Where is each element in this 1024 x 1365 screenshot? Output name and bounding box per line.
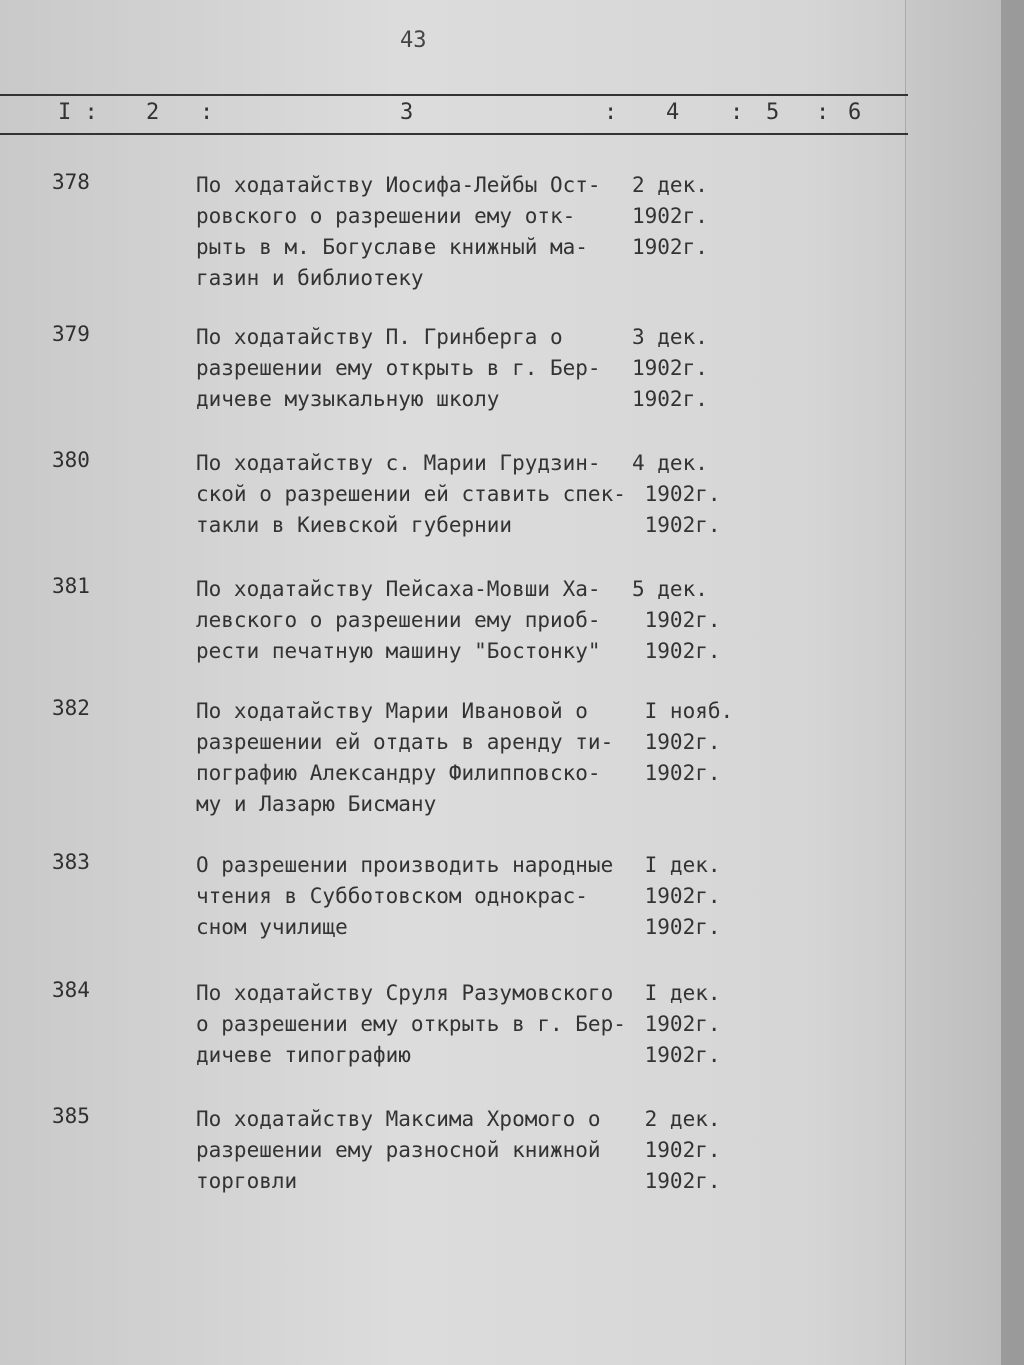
entry-dates: 3 дек. 1902г. 1902г. [632,325,708,411]
column-header-5: 5 [766,100,780,125]
entry-description: По ходатайству с. Марии Грудзин- ской о разрешении ей ставить спек- такли в Киевской губернии [196,451,626,537]
entry-description: По ходатайству Марии Ивановой о разрешении ей отдать в аренду ти- пографию Александру Филипповско- му и Лазарю Бисману [196,699,614,816]
entry-dates: 5 дек. 1902г. 1902г. [632,577,721,663]
header-top-rule [0,94,908,96]
entry-dates: 2 дек. 1902г. 1902г. [644,1107,721,1193]
entry-number: 383 [52,850,90,874]
entry-description: По ходатайству Сруля Разумовского о разрешении ему открыть в г. Бер- дичеве типографию [196,981,626,1067]
column-separator: : [730,100,744,125]
entry-dates: I дек. 1902г. 1902г. [644,853,721,939]
entry-number: 385 [52,1104,90,1128]
column-header-1: I : [58,100,98,125]
entry-dates: I дек. 1902г. 1902г. [644,981,721,1067]
header-bottom-rule [0,133,908,135]
entry-description: По ходатайству Иосифа-Лейбы Ост- ровского о разрешении ему отк- рыть в м. Богуславе книжный ма- газин и библиотеку [196,173,601,290]
column-separator: : [604,100,618,125]
entry-dates: 4 дек. 1902г. 1902г. [632,451,721,537]
next-page-edge [905,0,1001,1365]
column-header-4: 4 [666,100,680,125]
entry-number: 382 [52,696,90,720]
entry-number: 384 [52,978,90,1002]
page-number: 43 [400,28,427,53]
entry-description: По ходатайству Пейсаха-Мовши Ха- левского о разрешении ему приоб- рести печатную машину "Бостонку" [196,577,601,663]
entry-description: По ходатайству П. Гринберга о разрешении ему открыть в г. Бер- дичеве музыкальную школу [196,325,601,411]
column-separator: : [200,100,214,125]
entry-dates: I нояб. 1902г. 1902г. [644,699,734,785]
entry-number: 381 [52,574,90,598]
entry-description: О разрешении производить народные чтения в Субботовском однокрас- сном училище [196,853,614,939]
entry-dates: 2 дек. 1902г. 1902г. [632,173,708,259]
entry-number: 379 [52,322,90,346]
column-header-6: 6 [848,100,862,125]
column-separator: : [816,100,830,125]
column-header-3: 3 [400,100,414,125]
entry-number: 378 [52,170,90,194]
entry-description: По ходатайству Максима Хромого о разрешении ему разносной книжной торговли [196,1107,601,1193]
column-header-2: 2 [146,100,160,125]
entry-number: 380 [52,448,90,472]
